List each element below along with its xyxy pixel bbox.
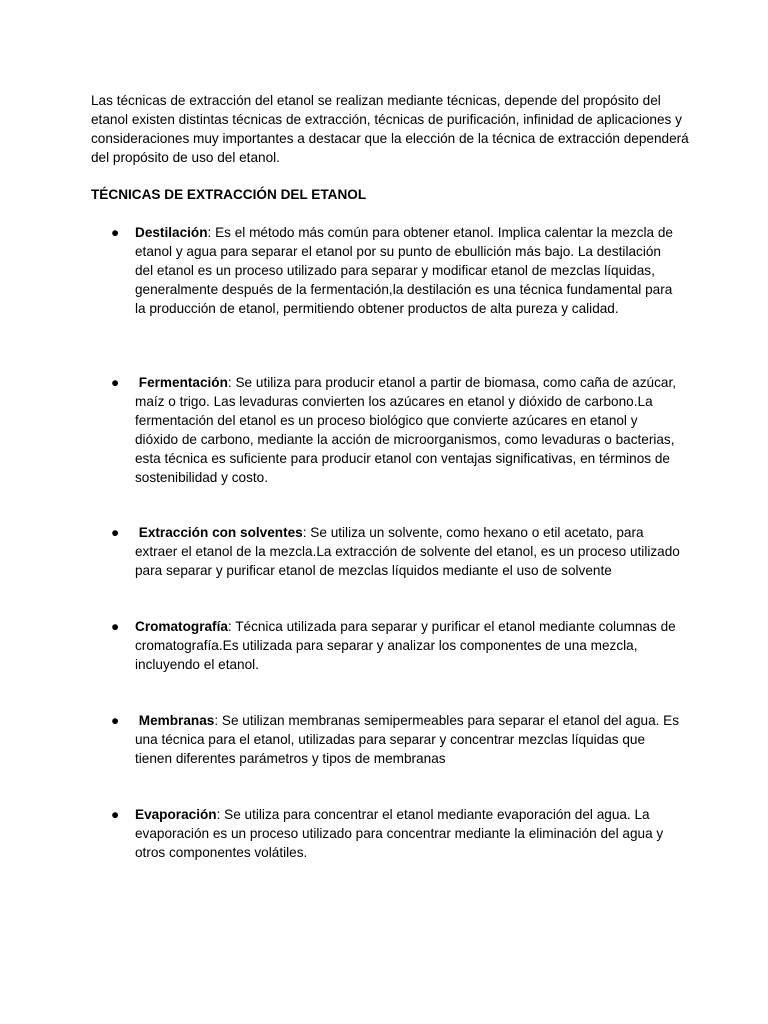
item-text: : Se utiliza para producir etanol a partir de biomasa, como caña de azúcar, maíz o trigo. Las levaduras convierten los azúcares en etanol y dióxido de carbono.La fermentación del etanol es un proceso biológico que convierte azúcares en etanol y dióxido de carbono, mediante la acción de microorganismos, como levaduras o bacterias, esta técnica es suficiente para producir etanol con ventajas significativas, en términos de sostenibilidad y costo. bbox=[135, 375, 677, 485]
item-term: Extracción con solventes bbox=[138, 525, 303, 540]
bullet-icon: ● bbox=[111, 619, 120, 634]
list-item-fermentacion bbox=[111, 373, 680, 487]
section-heading: TÉCNICAS DE EXTRACCIÓN DEL ETANOL bbox=[91, 187, 367, 202]
list-item-extraccion-solventes bbox=[111, 523, 680, 580]
list-item-cromatografia bbox=[111, 617, 680, 674]
list-item-membranas bbox=[111, 711, 680, 768]
item-text: : Es el método más común para obtener etanol. Implica calentar la mezcla de etanol y agua para separar el etanol por su punto de ebullición más bajo. La destilación del etanol es un proceso utilizado para separar y modificar etanol de mezclas líquidas, generalmente después de la fermentación,la destilación es una técnica fundamental para la producción de etanol, permitiendo obtener productos de alta pureza y calidad. bbox=[135, 225, 673, 316]
bullet-icon: ● bbox=[111, 807, 120, 822]
item-text: : Se utiliza para concentrar el etanol mediante evaporación del agua. La evaporación es un proceso utilizado para concentrar mediante la eliminación del agua y otros componentes volátiles. bbox=[135, 807, 664, 860]
bullet-icon: ● bbox=[111, 713, 120, 728]
item-text: : Se utiliza un solvente, como hexano o etil acetato, para extraer el etanol de la mezcla.La extracción de solvente del etanol, es un proceso utilizado para separar y purificar etanol de mezclas líquidos mediante el uso de solvente bbox=[135, 525, 680, 578]
item-term: Evaporación bbox=[135, 807, 217, 822]
item-term: Fermentación bbox=[138, 375, 228, 390]
intro-paragraph: Las técnicas de extracción del etanol se realizan mediante técnicas, depende del propósito del etanol existen distintas técnicas de extracción, técnicas de purificación, infinidad de aplicaciones y consideraciones muy importantes a destacar que la elección de la técnica de extracción dependerá del propósito de uso del etanol. bbox=[91, 93, 689, 165]
bullet-icon: ● bbox=[111, 375, 120, 390]
item-text: : Técnica utilizada para separar y purificar el etanol mediante columnas de cromatografía.Es utilizada para separar y analizar los componentes de una mezcla, incluyendo el etanol. bbox=[135, 619, 676, 672]
item-term: Cromatografía bbox=[135, 619, 228, 634]
item-text: : Se utilizan membranas semipermeables para separar el etanol del agua. Es una técnica para el etanol, utilizadas para separar y concentrar mezclas líquidas que tienen diferentes parámetros y tipos de membranas bbox=[135, 713, 680, 766]
bullet-icon: ● bbox=[111, 225, 120, 240]
item-term: Membranas bbox=[138, 713, 215, 728]
item-term: Destilación bbox=[135, 225, 208, 240]
list-item-destilacion bbox=[111, 223, 680, 318]
bullet-icon: ● bbox=[111, 525, 120, 540]
list-item-evaporacion bbox=[111, 805, 680, 862]
